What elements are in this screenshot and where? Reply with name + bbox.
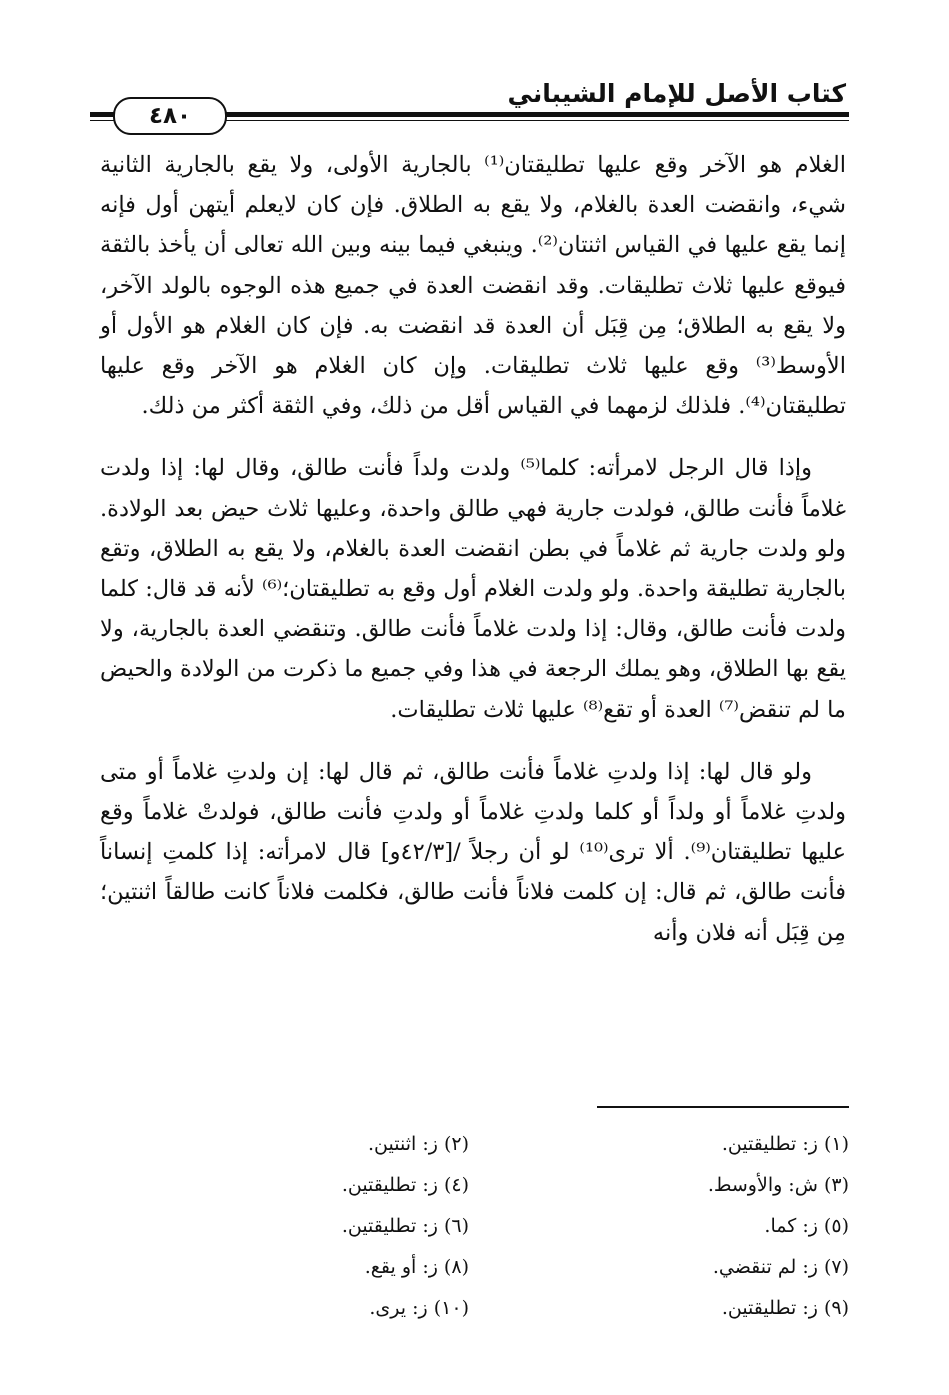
footnote: (٢) ز: اثنتين. — [368, 1133, 469, 1155]
running-title: كتاب الأصل للإمام الشيباني — [507, 79, 846, 108]
paragraph: الغلام هو الآخر وقع عليها تطليقتان⁽¹⁾ بالجارية الأولى، ولا يقع بالجارية الثانية شيء، وانقضت العدة بالغلام، ولا يقع به الطلاق. فإن كان لايعلم أيتهن أول فإنه إنما يقع عليها في القياس اثنتان⁽²⁾. وينبغي فيما بينه وبين الله تعالى أن يأخذ بالثقة فيوقع عليها ثلاث تطليقات. وقد انقضت العدة في جميع هذه الوجوه بالولد الآخر، ولا يقع به الطلاق؛ مِن قِبَل أن العدة قد انقضت به. فإن كان الغلام هو الأول أو الأوسط⁽³⁾ وقع عليها ثلاث تطليقات. وإن كان الغلام هو الآخر وقع عليها تطليقتان⁽⁴⁾. فلذلك لزمهما في القياس أقل من ذلك، وفي الثقة أكثر من ذلك. — [100, 152, 847, 420]
footnote: (٥) ز: كما. — [764, 1215, 849, 1237]
paragraph: وإذا قال الرجل لامرأته: كلما⁽⁵⁾ ولدت ولداً فأنت طالق، وقال لها: إذا ولدت غلاماً فأنت طالق، فولدت جارية فهي طالق واحدة، وعليها ثلاث حيض بعد الولادة. ولو ولدت جارية ثم غلاماً في بطن انقضت العدة بالغلام، ولا يقع به الطلاق، وتقع بالجارية تطليقة واحدة. ولو ولدت الغلام أول وقع به تطليقتان؛⁽⁶⁾ لأنه قد قال: كلما ولدت فأنت طالق، وقال: إذا ولدت غلاماً فأنت طالق. وتنقضي العدة بالجارية، ولا يقع بها الطلاق، وهو يملك الرجعة في هذا وفي جميع ما ذكرت من الولادة والحيض ما لم تنقض⁽⁷⁾ العدة أو تقع⁽⁸⁾ عليها ثلاث تطليقات. — [100, 455, 846, 723]
footnote: (٤) ز: تطليقتين. — [341, 1174, 469, 1196]
footnotes-column-right — [549, 1124, 849, 1329]
main-text — [100, 145, 846, 975]
footnote-separator — [597, 1106, 849, 1108]
footnote: (٨) ز: أو يقع. — [364, 1256, 469, 1278]
footnote: (٣) ش: والأوسط. — [707, 1174, 849, 1196]
paragraph: ولو قال لها: إذا ولدتِ غلاماً فأنت طالق، ثم قال لها: إن ولدتِ غلاماً أو متى ولدتِ غلاماً أو ولداً أو كلما ولدتِ غلاماً أو ولدتِ فأنت طالق، فولدتْ غلاماً وقع عليها تطليقتان⁽⁹⁾. ألا ترى⁽¹⁰⁾ لو أن رجلاً /[٤٢/٣و] قال لامرأته: إذا كلمتِ إنساناً فأنت طالق، ثم قال: إن كلمت فلاناً فأنت طالق، فكلمت فلاناً كانت طالقاً اثنتين؛ مِن قِبَل أنه فلان وأنه — [100, 758, 846, 946]
footnote: (٩) ز: تطليقتين. — [721, 1297, 849, 1319]
page-number: ٤٨٠ — [113, 97, 227, 135]
footnote: (١٠) ز: يرى. — [369, 1297, 469, 1319]
footnote: (٧) ز: لم تنقضي. — [712, 1256, 849, 1278]
footnote: (٦) ز: تطليقتين. — [341, 1215, 469, 1237]
footnotes-column-left — [169, 1124, 469, 1329]
footnote: (١) ز: تطليقتين. — [721, 1133, 849, 1155]
